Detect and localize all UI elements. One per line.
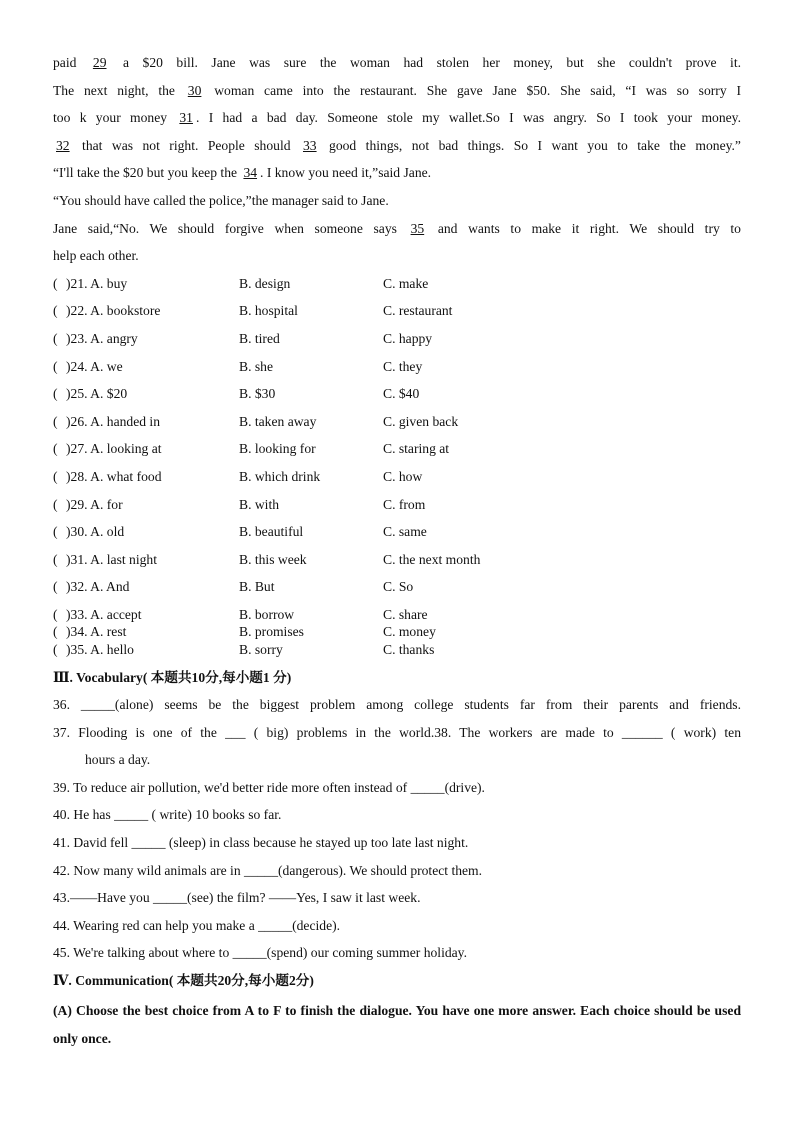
option-text: C. the next month (383, 551, 481, 567)
blank-29: 29 (92, 55, 107, 70)
option-text: C. restaurant (383, 303, 453, 319)
option-text: )35. A. hello (66, 642, 134, 658)
answer-bracket: ( (53, 623, 58, 639)
vocab-item-43: 43.——Have you _____(see) the film? ——Yes, I saw it last week. (53, 890, 421, 906)
option-text: C. from (383, 496, 426, 512)
option-text: )22. A. bookstore (66, 303, 161, 319)
option-text: B. with (239, 496, 280, 512)
answer-bracket: ( (53, 496, 58, 512)
blank-33: 33 (302, 137, 317, 153)
option-text: )33. A. accept (66, 606, 142, 622)
text: . I had a bad day. Someone stole my wallet.So I was angry. So I took your money. (195, 110, 741, 126)
option-text: C. they (383, 358, 423, 374)
vocabulary-section (53, 694, 741, 970)
blank-30: 30 (187, 82, 202, 98)
section-3-heading: Ⅲ. Vocabulary( 本题共10分,每小题1 分) (53, 670, 292, 686)
option-text: C. thanks (383, 642, 435, 658)
option-row (53, 328, 741, 356)
option-row (53, 623, 741, 642)
text: too k your money (53, 110, 168, 126)
passage-line-6: “You should have called the police,”the manager said to Jane. (53, 192, 389, 208)
option-text: )32. A. And (66, 579, 130, 595)
option-text: B. promises (239, 623, 304, 639)
passage-line-5 (53, 162, 741, 190)
option-text: )28. A. what food (66, 468, 162, 484)
option-text: B. beautiful (239, 524, 304, 540)
option-row (53, 576, 741, 604)
option-text: )27. A. looking at (66, 441, 162, 457)
option-text: B. design (239, 275, 291, 291)
option-text: B. But (239, 579, 275, 595)
option-text: C. So (383, 579, 414, 595)
text: that was not right. People should (82, 137, 291, 153)
option-text: C. make (383, 275, 429, 291)
option-text: C. given back (383, 413, 459, 429)
option-text: C. how (383, 468, 423, 484)
option-text: C. $40 (383, 386, 420, 402)
answer-bracket: ( (53, 358, 58, 374)
option-row (53, 549, 741, 577)
text: good things, not bad things. So I want you to take the money.” (329, 137, 741, 153)
option-row (53, 641, 741, 660)
blank-31: 31 (179, 110, 193, 126)
answer-bracket: ( (53, 386, 58, 402)
vocab-item-36: 36. _____(alone) seems be the biggest problem among college students far from their parents and friends. (53, 697, 741, 713)
blank-35: 35 (410, 220, 425, 236)
option-row (53, 521, 741, 549)
passage-line-3 (53, 107, 741, 135)
option-row (53, 604, 741, 623)
option-text: B. sorry (239, 642, 283, 658)
passage-line-1 (53, 52, 741, 80)
vocab-item-39: 39. To reduce air pollution, we'd better ride more often instead of _____(drive). (53, 779, 485, 795)
option-row (53, 300, 741, 328)
option-text: B. looking for (239, 441, 316, 457)
option-text: )24. A. we (66, 358, 123, 374)
option-row (53, 273, 741, 301)
option-text: )31. A. last night (66, 551, 158, 567)
text: . I know you need it,”said Jane. (260, 165, 432, 181)
dialogue-instruction: (A) Choose the best choice from A to F to finish the dialogue. You have one more answer. Each choice should be used only once. (53, 1003, 741, 1046)
option-row (53, 411, 741, 439)
option-text: )21. A. buy (66, 275, 128, 291)
option-row (53, 356, 741, 384)
passage-line-7 (53, 218, 741, 246)
option-text: B. $30 (239, 386, 276, 402)
option-text: C. share (383, 606, 428, 622)
worksheet-page (53, 52, 741, 1052)
answer-options (53, 273, 741, 660)
blank-32: 32 (56, 137, 70, 153)
vocab-item-37: 37. Flooding is one of the ___ ( big) problems in the world.38. The workers are made to ______ ( work) ten (53, 724, 741, 740)
text: a $20 bill. Jane was sure the woman had stolen her money, but she couldn't prove it. (123, 55, 741, 70)
option-text: B. hospital (239, 303, 298, 319)
answer-bracket: ( (53, 303, 58, 319)
option-text: )25. A. $20 (66, 386, 128, 402)
vocab-item-44: 44. Wearing red can help you make a _____(decide). (53, 917, 341, 933)
option-text: B. taken away (239, 413, 317, 429)
option-row (53, 438, 741, 466)
text: Jane said,“No. We should forgive when someone says (53, 220, 397, 236)
section-4-heading: Ⅳ. Communication( 本题共20分,每小题2分) (53, 973, 314, 988)
option-text: B. she (239, 358, 273, 374)
answer-bracket: ( (53, 551, 58, 567)
text: paid (53, 55, 77, 70)
option-text: C. same (383, 524, 427, 540)
answer-bracket: ( (53, 275, 58, 291)
option-text: C. money (383, 623, 436, 639)
blank-34: 34 (243, 165, 258, 181)
answer-bracket: ( (53, 330, 58, 346)
text: and wants to make it right. We should try to (437, 220, 741, 236)
option-text: C. staring at (383, 441, 450, 457)
option-text: )29. A. for (66, 496, 123, 512)
option-text: )30. A. old (66, 524, 125, 540)
passage-line-8: help each other. (53, 248, 139, 264)
vocab-item-38-cont: hours a day. (85, 752, 151, 768)
vocab-item-40: 40. He has _____ ( write) 10 books so far. (53, 807, 282, 823)
option-row (53, 494, 741, 522)
answer-bracket: ( (53, 642, 58, 658)
answer-bracket: ( (53, 524, 58, 540)
answer-bracket: ( (53, 579, 58, 595)
answer-bracket: ( (53, 606, 58, 622)
vocab-item-41: 41. David fell _____ (sleep) in class because he stayed up too late last night. (53, 835, 469, 851)
text: woman came into the restaurant. She gave Jane $50. She said, “I was so sorry I (214, 82, 741, 98)
option-text: )23. A. angry (66, 330, 138, 346)
option-row (53, 383, 741, 411)
reading-passage (53, 52, 741, 273)
option-text: )34. A. rest (66, 623, 127, 639)
option-text: C. happy (383, 330, 433, 346)
answer-bracket: ( (53, 468, 58, 484)
answer-bracket: ( (53, 441, 58, 457)
option-text: )26. A. handed in (66, 413, 161, 429)
text: The next night, the (53, 82, 175, 98)
answer-bracket: ( (53, 413, 58, 429)
vocab-item-45: 45. We're talking about where to _____(spend) our coming summer holiday. (53, 945, 467, 961)
option-text: B. this week (239, 551, 307, 567)
text: “I'll take the $20 but you keep the (53, 165, 238, 181)
option-text: B. which drink (239, 468, 321, 484)
passage-line-2 (53, 80, 741, 108)
option-text: B. borrow (239, 606, 295, 622)
option-row (53, 466, 741, 494)
vocab-item-42: 42. Now many wild animals are in _____(dangerous). We should protect them. (53, 862, 483, 878)
passage-line-4 (53, 135, 741, 163)
option-text: B. tired (239, 330, 280, 346)
